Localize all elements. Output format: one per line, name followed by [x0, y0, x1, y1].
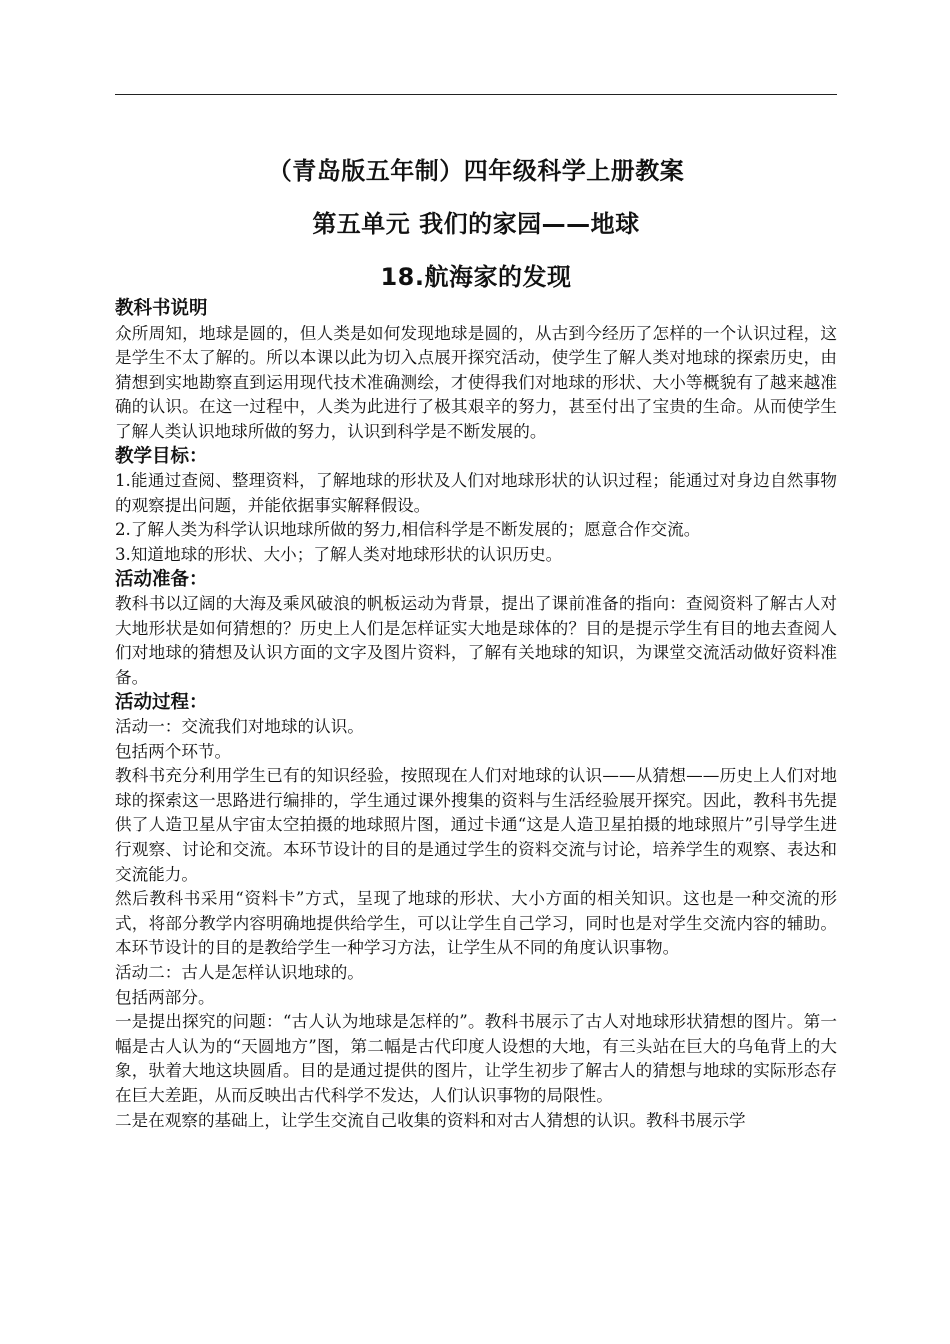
paragraph: 活动二：古人是怎样认识地球的。 — [115, 963, 364, 983]
paragraph: 包括两个环节。 — [115, 741, 232, 761]
document-title: （青岛版五年制）四年级科学上册教案 — [267, 157, 685, 185]
paragraph: 众所周知，地球是圆的，但人类是如何发现地球是圆的，从古到今经历了怎样的一个认识过程，这是学生不太了解的。所以本课以此为切入点展开探究活动，使学生了解人类对地球的探索历史，由猜想到实地勘察直到运用现代技术准确测绘，才使得我们对地球的形状、大小等概貌有了越来越准确的认识。在这一过程中，人类为此进行了极其艰辛的努力，甚至付出了宝贵的生命。从而使学生了解人类认识地球所做的努力，认识到科学是不断发展的。 — [115, 323, 837, 441]
section-goals — [115, 445, 837, 568]
paragraph: 然后教科书采用“资料卡”方式，呈现了地球的形状、大小方面的相关知识。这也是一种交流的形式，将部分教学内容明确地提供给学生，可以让学生自己学习，同时也是对学生交流内容的辅助。本环节设计的目的是教给学生一种学习方法，让学生从不同的角度认识事物。 — [115, 889, 837, 958]
lesson-title: 18.航海家的发现 — [380, 263, 572, 291]
document-body — [115, 297, 837, 1133]
section-heading: 活动准备： — [115, 568, 208, 590]
paragraph: 1.能通过查阅、整理资料，了解地球的形状及人们对地球形状的认识过程；能通过对身边自然事物的观察提出问题，并能依据事实解释假设。 — [115, 471, 837, 515]
paragraph: 一是提出探究的问题：“古人认为地球是怎样的”。教科书展示了古人对地球形状猜想的图片。第一幅是古人认为的“天圆地方”图，第二幅是古代印度人设想的大地，有三头站在巨大的乌龟背上的大象，驮着大地这块圆盾。目的是通过提供的图片，让学生初步了解古人的猜想与地球的实际形态存在巨大差距，从而反映出古代科学不发达，人们认识事物的局限性。 — [115, 1012, 837, 1105]
section-heading: 活动过程： — [115, 691, 208, 713]
paragraph: 2.了解人类为科学认识地球所做的努力,相信科学是不断发展的；愿意合作交流。 — [115, 520, 701, 540]
paragraph: 3.知道地球的形状、大小；了解人类对地球形状的认识历史。 — [115, 544, 563, 564]
section-heading: 教科书说明 — [115, 298, 208, 319]
paragraph: 教科书充分利用学生已有的知识经验，按照现在人们对地球的认识——从猜想——历史上人们对地球的探索这一思路进行编排的，学生通过课外搜集的资料与生活经验展开探究。因此，教科书先提供了人造卫星从宇宙太空拍摄的地球照片图，通过卡通“这是人造卫星拍摄的地球照片”引导学生进行观察、讨论和交流。本环节设计的目的是通过学生的资料交流与讨论，培养学生的观察、表达和交流能力。 — [115, 766, 837, 884]
title-block — [115, 156, 837, 315]
paragraph: 活动一：交流我们对地球的认识。 — [115, 717, 364, 737]
section-textbook — [115, 297, 837, 445]
section-process — [115, 691, 837, 1134]
paragraph: 二是在观察的基础上，让学生交流自己收集的资料和对古人猜想的认识。教科书展示学 — [115, 1110, 746, 1130]
paragraph: 包括两部分。 — [115, 987, 215, 1007]
section-prep — [115, 568, 837, 691]
paragraph: 教科书以辽阔的大海及乘风破浪的帆板运动为背景，提出了课前准备的指向：查阅资料了解古人对大地形状是如何猜想的？历史上人们是怎样证实大地是球体的？目的是提示学生有目的地去查阅人们对地球的猜想及认识方面的文字及图片资料，了解有关地球的知识，为课堂交流活动做好资料准备。 — [115, 594, 837, 687]
unit-title: 第五单元 我们的家园——地球 — [312, 210, 640, 238]
section-heading: 教学目标： — [115, 445, 208, 467]
header-rule — [115, 94, 837, 95]
